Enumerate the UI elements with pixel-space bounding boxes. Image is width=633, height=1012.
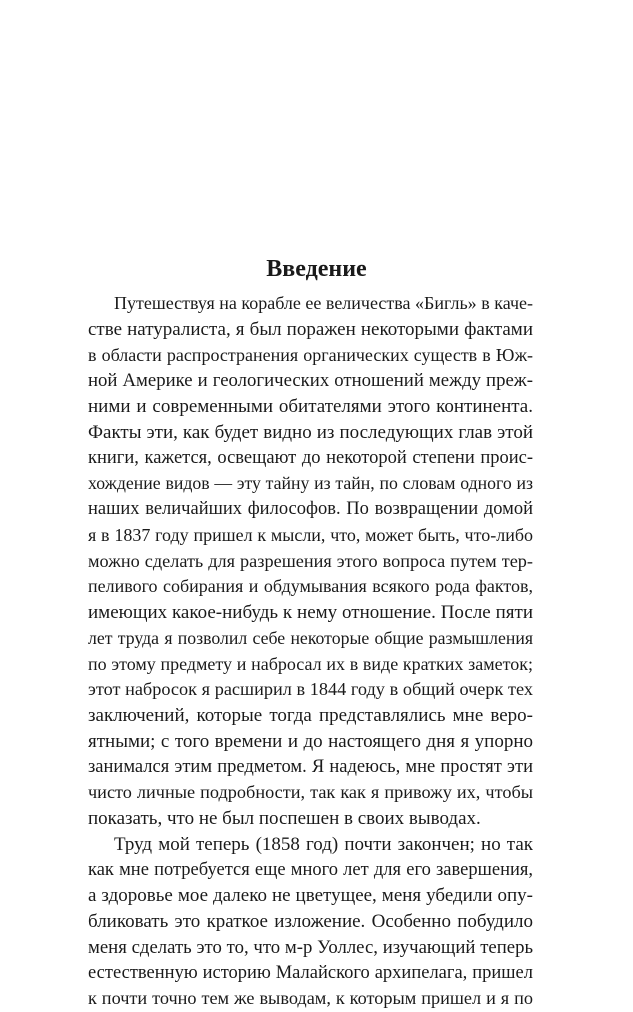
text-line: естественную историю Малайского архипелага, пришел bbox=[88, 962, 533, 983]
text-line: стве натуралиста, я был поражен некоторыми фактами bbox=[88, 318, 533, 340]
text-line: Факты эти, как будет видно из последующих глав этой bbox=[88, 421, 533, 443]
text-line: можно сделать для разрешения этого вопроса путем тер- bbox=[88, 550, 533, 571]
text-line: к почти точно тем же выводам, к которым пришел и я по bbox=[88, 988, 533, 1009]
text-line: я в 1837 году пришел к мысли, что, может быть, что-либо bbox=[88, 524, 533, 545]
chapter-body bbox=[88, 291, 533, 1012]
text-line: ними и современными обитателями этого континента. bbox=[88, 396, 533, 417]
text-line: в области распространения органических существ в Юж- bbox=[88, 344, 533, 365]
text-line: показать, что не был поспешен в своих выводах. bbox=[88, 808, 481, 829]
text-line: наших величайших философов. По возвращении домой bbox=[88, 499, 533, 519]
text-line: занимался этим предметом. Я надеюсь, мне простят эти bbox=[88, 756, 533, 777]
text-line: лет труда я позволил себе некоторые общие размышления bbox=[88, 627, 533, 648]
text-line: меня сделать это то, что м-р Уоллес, изучающий теперь bbox=[88, 936, 533, 958]
text-line: чисто личные подробности, так как я привожу их, чтобы bbox=[88, 782, 533, 803]
text-line: пеливого собирания и обдумывания всякого рода фактов, bbox=[88, 576, 533, 597]
text-line: по этому предмету и набросал их в виде кратких заметок; bbox=[88, 653, 533, 674]
text-line: как мне потребуется еще много лет для его завершения, bbox=[88, 859, 533, 880]
text-line: ной Америке и геологических отношений между преж- bbox=[88, 370, 533, 392]
text-line: Путешествуя на корабле ее величества «Бигль» в каче- bbox=[114, 293, 533, 313]
text-line: а здоровье мое далеко не цветущее, меня убедили опу- bbox=[88, 885, 533, 907]
text-line: ятными; с того времени и до настоящего дня я упорно bbox=[88, 730, 533, 752]
text-line: бликовать это краткое изложение. Особенно побудило bbox=[88, 911, 533, 932]
text-line: Труд мой теперь (1858 год) почти закончен; но так bbox=[114, 833, 533, 855]
text-line: книги, кажется, освещают до некоторой степени проис- bbox=[88, 447, 533, 468]
text-line: этот набросок я расширил в 1844 году в общий очерк тех bbox=[88, 679, 533, 700]
chapter-title: Введение bbox=[266, 256, 367, 282]
text-line: заключений, которые тогда представлялись мне веро- bbox=[88, 705, 533, 726]
text-line: хождение видов — эту тайну из тайн, по словам одного из bbox=[88, 473, 533, 494]
text-line: имеющих какое-нибудь к нему отношение. После пяти bbox=[88, 602, 533, 623]
